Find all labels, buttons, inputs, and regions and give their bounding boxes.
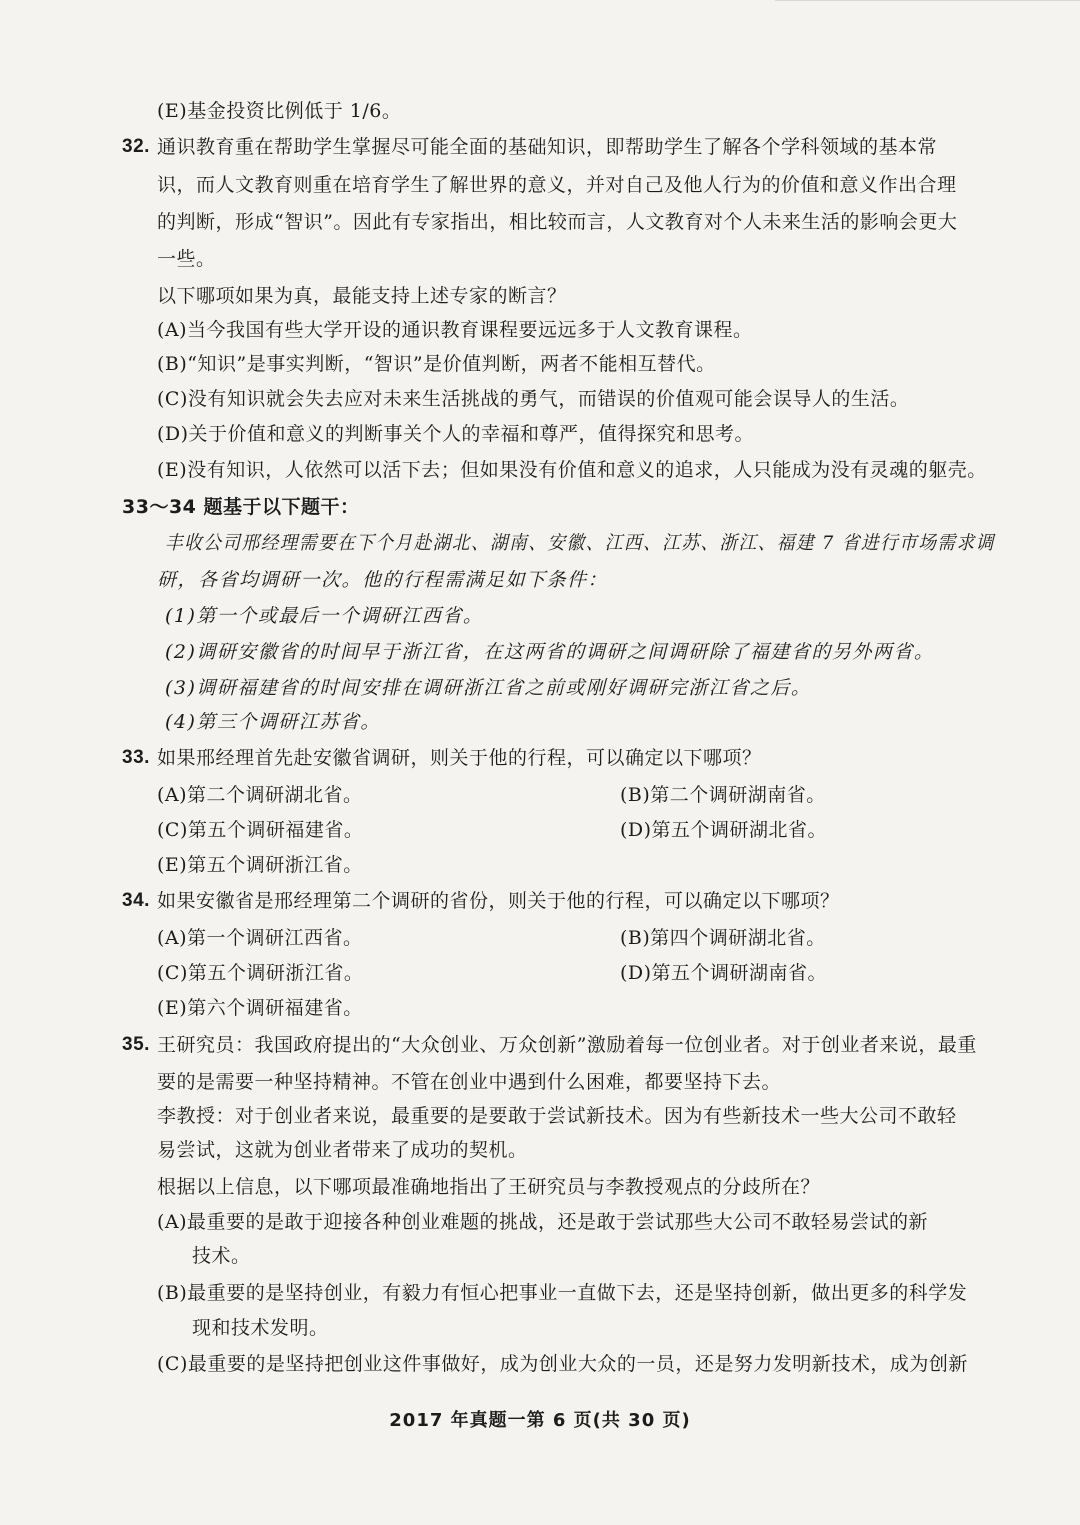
q34-option-d: (D)第五个调研湖南省。 (620, 962, 828, 984)
q35-stem-line-3: 李教授：对于创业者来说，最重要的是要敢于尝试新技术。因为有些新技术一些大公司不敢轻 (157, 1105, 957, 1127)
q32-option-d: (D)关于价值和意义的判断事关个人的幸福和尊严，值得探究和思考。 (157, 423, 755, 445)
q34-option-e: (E)第六个调研福建省。 (157, 997, 363, 1019)
q35-stem-line-1: 王研究员：我国政府提出的“大众创业、万众创新”激励着每一位创业者。对于创业者来说，最重 (157, 1034, 977, 1056)
q35-option-b-line-2: 现和技术发明。 (192, 1317, 329, 1339)
q32-option-c: (C)没有知识就会失去应对未来生活挑战的勇气，而错误的价值观可能会误导人的生活。 (157, 388, 910, 410)
q35-number: 35. (122, 1034, 150, 1055)
q34-number: 34. (122, 890, 150, 911)
group-33-34-heading: 33～34 题基于以下题干： (122, 496, 360, 518)
q32-option-a: (A)当今我国有些大学开设的通识教育课程要远远多于人文教育课程。 (157, 319, 753, 341)
q33-option-a: (A)第二个调研湖北省。 (157, 784, 363, 806)
q32-stem-line-4: 一些。 (157, 248, 216, 270)
page-footer: 2017 年真题一第 6 页(共 30 页) (389, 1410, 691, 1431)
q35-option-c-line-1: (C)最重要的是坚持把创业这件事做好，成为创业大众的一员，还是努力发明新技术，成为创新 (157, 1353, 968, 1375)
q33-option-c: (C)第五个调研福建省。 (157, 819, 364, 841)
q35-stem-line-4: 易尝试，这就为创业者带来了成功的契机。 (157, 1139, 528, 1161)
q35-question: 根据以上信息，以下哪项最准确地指出了王研究员与李教授观点的分歧所在？ (157, 1176, 821, 1198)
q35-option-a-line-1: (A)最重要的是敢于迎接各种创业难题的挑战，还是敢于尝试那些大公司不敢轻易尝试的新 (157, 1211, 929, 1233)
q35-option-a-line-2: 技术。 (192, 1245, 251, 1267)
group-condition-4: (4)第三个调研江苏省。 (165, 711, 381, 733)
q32-question: 以下哪项如果为真，最能支持上述专家的断言？ (157, 285, 567, 307)
q33-option-e: (E)第五个调研浙江省。 (157, 854, 363, 876)
q34-stem: 如果安徽省是邢经理第二个调研的省份，则关于他的行程，可以确定以下哪项？ (157, 890, 840, 912)
q32-stem-line-3: 的判断，形成“智识”。因此有专家指出，相比较而言，人文教育对个人未来生活的影响会更大 (157, 211, 958, 233)
group-intro-line-1: 丰收公司邢经理需要在下个月赴湖北、湖南、安徽、江西、江苏、浙江、福建 7 省进行市场需求调 (165, 532, 995, 554)
q34-option-a: (A)第一个调研江西省。 (157, 927, 363, 949)
group-condition-2: (2)调研安徽省的时间早于浙江省，在这两省的调研之间调研除了福建省的另外两省。 (165, 641, 935, 663)
q33-option-b: (B)第二个调研湖南省。 (620, 784, 826, 806)
q33-number: 33. (122, 747, 150, 768)
group-condition-3: (3)调研福建省的时间安排在调研浙江省之前或刚好调研完浙江省之后。 (165, 677, 812, 699)
q32-stem-line-1: 通识教育重在帮助学生掌握尽可能全面的基础知识，即帮助学生了解各个学科领域的基本常 (157, 136, 938, 158)
q33-option-d: (D)第五个调研湖北省。 (620, 819, 828, 841)
group-intro-line-2: 研，各省均调研一次。他的行程需满足如下条件： (157, 569, 609, 591)
q33-stem: 如果邢经理首先赴安徽省调研，则关于他的行程，可以确定以下哪项？ (157, 747, 762, 769)
q32-option-b: (B)“知识”是事实判断，“智识”是价值判断，两者不能相互替代。 (157, 353, 716, 375)
q32-option-e: (E)没有知识，人依然可以活下去；但如果没有价值和意义的追求，人只能成为没有灵魂的躯壳。 (157, 459, 987, 481)
q35-stem-line-2: 要的是需要一种坚持精神。不管在创业中遇到什么困难，都要坚持下去。 (157, 1071, 782, 1093)
q31-option-e: (E)基金投资比例低于 1/6。 (157, 100, 402, 122)
q35-option-b-line-1: (B)最重要的是坚持创业，有毅力有恒心把事业一直做下去，还是坚持创新，做出更多的科学发 (157, 1282, 968, 1304)
q34-option-c: (C)第五个调研浙江省。 (157, 962, 364, 984)
top-edge-line (775, 0, 1080, 1)
group-condition-1: (1)第一个或最后一个调研江西省。 (165, 605, 484, 627)
q34-option-b: (B)第四个调研湖北省。 (620, 927, 826, 949)
q32-stem-line-2: 识，而人文教育则重在培育学生了解世界的意义，并对自己及他人行为的价值和意义作出合理 (157, 174, 957, 196)
q32-number: 32. (122, 136, 150, 157)
